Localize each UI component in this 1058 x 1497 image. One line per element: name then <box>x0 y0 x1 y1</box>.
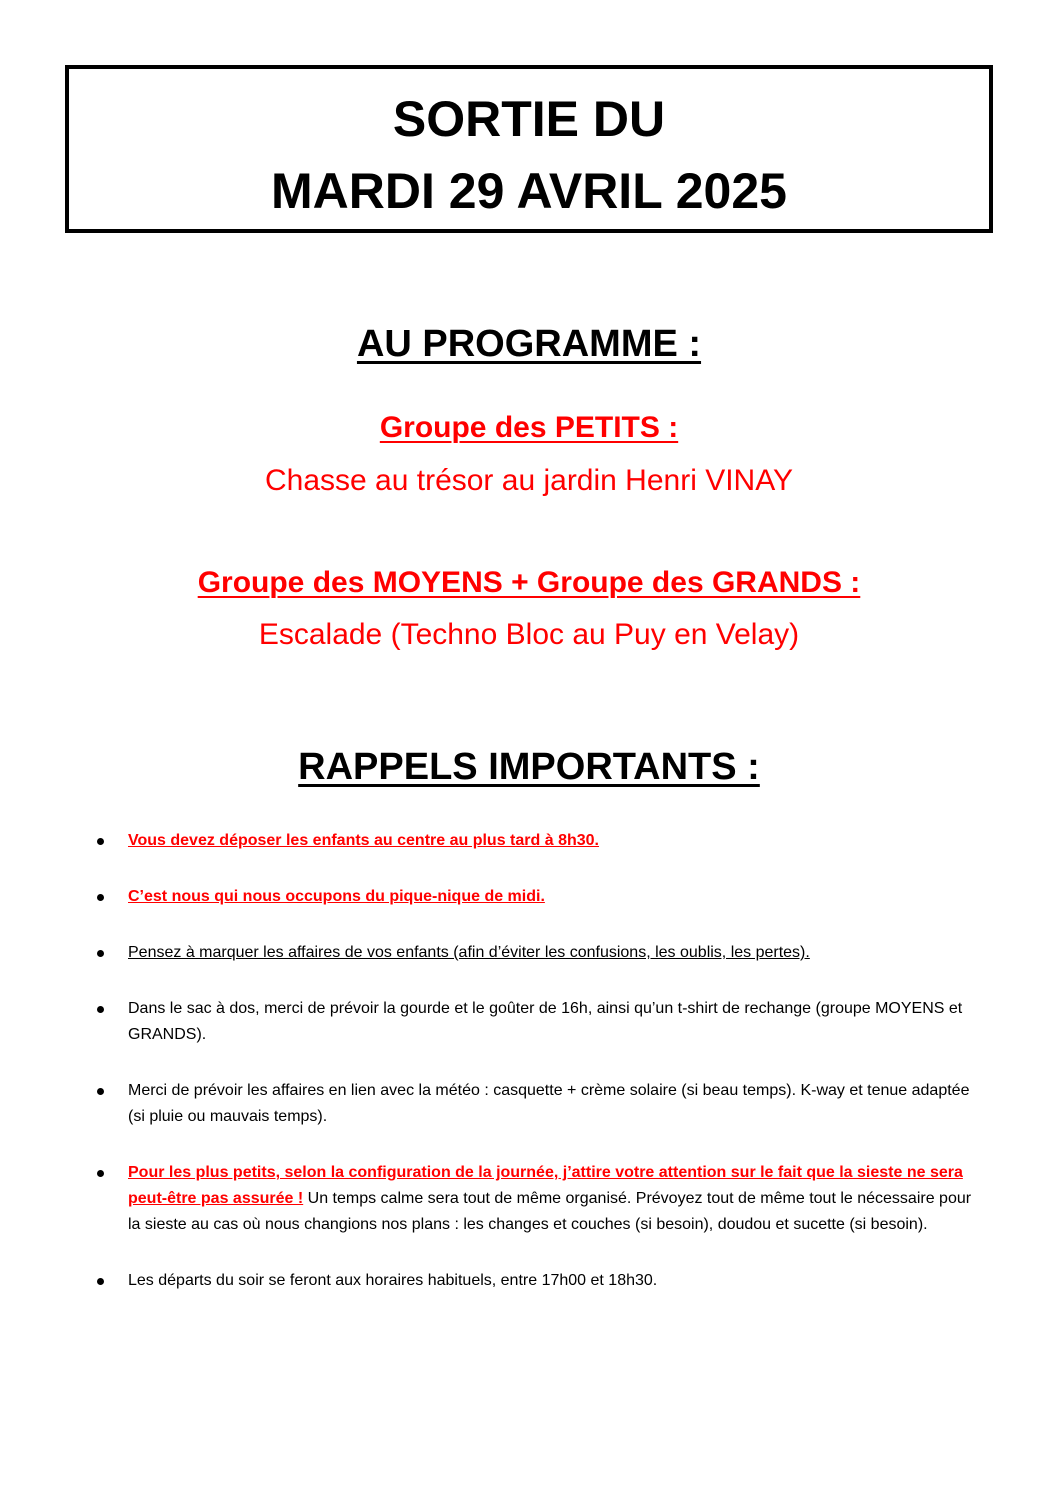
group-petits-title: Groupe des PETITS : <box>379 411 679 444</box>
rappel-text: C’est nous qui nous occupons du pique-nique de midi. <box>128 888 545 905</box>
group-petits-activity: Chasse au trésor au jardin Henri VINAY <box>264 464 794 497</box>
rappel-text: Vous devez déposer les enfants au centre au plus tard à 8h30. <box>128 832 599 849</box>
list-item <box>97 996 987 1048</box>
rappels-list <box>97 828 987 1324</box>
rappel-text: Pensez à marquer les affaires de vos enfants (afin d’éviter les confusions, les oublis, les pertes). <box>128 944 810 961</box>
rappel-text: Merci de prévoir les affaires en lien avec la météo : casquette + crème solaire (si beau temps). K-way et tenue adaptée (si pluie ou mauvais temps). <box>128 1082 970 1125</box>
bullet-icon <box>97 950 104 957</box>
rappel-text: Les départs du soir se feront aux horaires habituels, entre 17h00 et 18h30. <box>128 1272 658 1289</box>
programme-heading: AU PROGRAMME : <box>356 323 702 365</box>
bullet-icon <box>97 1170 104 1177</box>
list-item <box>97 1078 987 1130</box>
rappel-text: Dans le sac à dos, merci de prévoir la gourde et le goûter de 16h, ainsi qu’un t-shirt de rechange (groupe MOYENS et GRANDS). <box>128 1000 963 1043</box>
group-moyens-grands-activity: Escalade (Techno Bloc au Puy en Velay) <box>258 618 800 651</box>
bullet-icon <box>97 894 104 901</box>
rappel-text: Un temps calme sera tout de même organisé. Prévoyez tout de même tout le nécessaire pour la sieste au cas où nous changions nos plans : les changes et couches (si besoin), doudou et sucette (si besoin). <box>128 1190 972 1233</box>
rappel-highlight: Pour les plus petits, selon la configuration de la journée, j’attire votre attention sur le fait que la sieste ne sera peut-être pas assurée ! <box>128 1164 963 1207</box>
title-line-2: MARDI 29 AVRIL 2025 <box>271 163 787 219</box>
bullet-icon <box>97 1278 104 1285</box>
bullet-icon <box>97 1088 104 1095</box>
title-box <box>65 65 993 233</box>
bullet-icon <box>97 838 104 845</box>
list-item <box>97 884 987 910</box>
list-item <box>97 940 987 966</box>
title-line-1: SORTIE DU <box>392 91 666 147</box>
group-moyens-grands-title: Groupe des MOYENS + Groupe des GRANDS : <box>197 566 861 599</box>
bullet-icon <box>97 1006 104 1013</box>
list-item <box>97 828 987 854</box>
rappels-heading: RAPPELS IMPORTANTS : <box>298 746 760 788</box>
list-item <box>97 1160 987 1238</box>
list-item <box>97 1268 987 1294</box>
